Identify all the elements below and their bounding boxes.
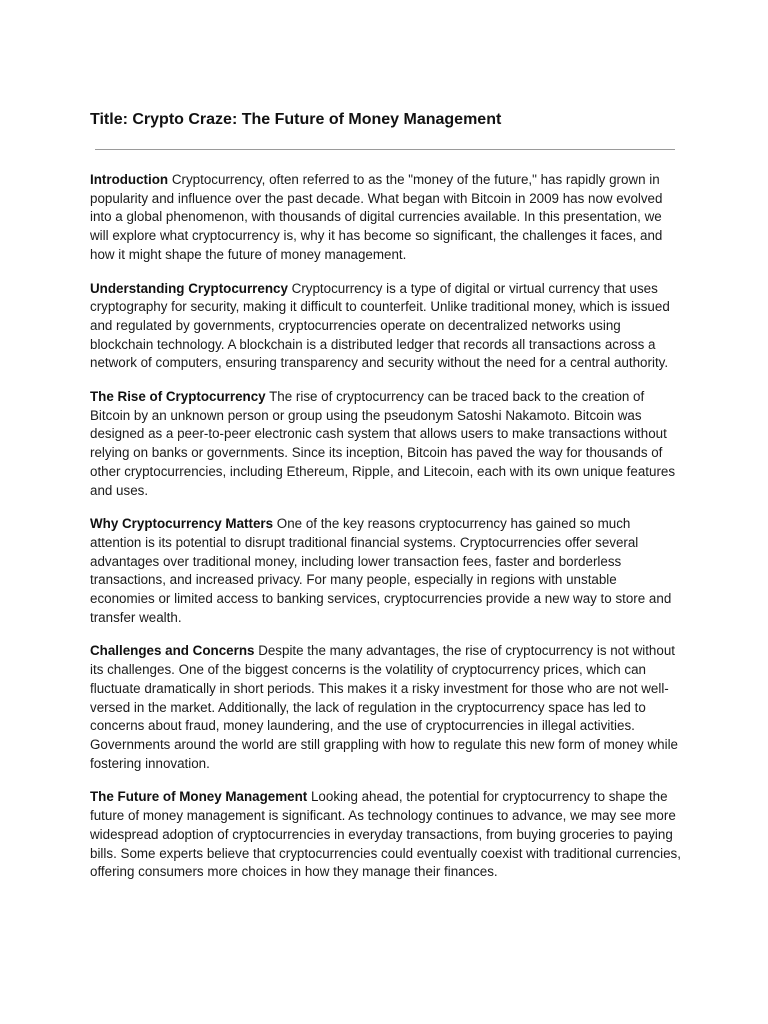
section-heading: Why Cryptocurrency Matters <box>90 516 274 532</box>
section-text: The rise of cryptocurrency can be traced back to the creation of Bitcoin by an unknown person or group using the pseudonym Satoshi Nakamoto. Bitcoin was designed as a peer-to-peer electronic cash system that allows users to make transactions without relying on banks or governments. Since its inception, Bitcoin has paved the way for thousands of other cryptocurrencies, including Ethereum, Ripple, and Litecoin, each with its own unique features and uses. <box>90 389 676 498</box>
section-text: Cryptocurrency, often referred to as the "money of the future," has rapidly grown in popularity and influence over the past decade. What began with Bitcoin in 2009 has now evolved into a global phenomenon, with thousands of digital currencies available. In this presentation, we will explore what cryptocurrency is, why it has become so significant, the challenges it faces, and how it might shape the future of money management. <box>90 172 663 262</box>
document-page <box>90 108 682 880</box>
section-text: Looking ahead, the potential for cryptocurrency to shape the future of money management is significant. As technology continues to advance, we may see more widespread adoption of cryptocurrencies in everyday transactions, from buying groceries to paying bills. Some experts believe that cryptocurrencies could eventually coexist with traditional currencies, offering consumers more choices in how they manage their finances. <box>90 789 681 880</box>
section-rise-of-cryptocurrency <box>90 388 682 500</box>
document-body <box>90 171 682 897</box>
section-heading: The Future of Money Management <box>90 789 308 805</box>
section-text: Cryptocurrency is a type of digital or virtual currency that uses cryptography for security, making it difficult to counterfeit. Unlike traditional money, which is issued and regulated by governments, cryptocurrencies operate on decentralized networks using blockchain technology. A blockchain is a distributed ledger that records all transactions across a network of computers, ensuring transparency and security without the need for a central authority. <box>90 280 670 371</box>
section-text: Despite the many advantages, the rise of cryptocurrency is not without its challenges. One of the biggest concerns is the volatility of cryptocurrency prices, which can fluctuate dramatically in short periods. This makes it a risky investment for those who are not well-versed in the market. Additionally, the lack of regulation in the cryptocurrency space has led to concerns about fraud, money laundering, and the use of cryptocurrencies in illegal activities. Governments around the world are still grappling with how to regulate this new form of money while fostering innovation. <box>90 643 678 771</box>
section-heading: Challenges and Concerns <box>90 643 255 659</box>
document-title: Title: Crypto Craze: The Future of Money Management <box>90 111 502 128</box>
section-introduction <box>90 171 682 265</box>
section-future-of-money-management <box>90 788 682 882</box>
section-heading: The Rise of Cryptocurrency <box>90 389 266 405</box>
section-text: One of the key reasons cryptocurrency has gained so much attention is its potential to disrupt traditional financial systems. Cryptocurrencies offer several advantages over traditional money, including lower transaction fees, faster and borderless transactions, and increased privacy. For many people, especially in regions with unstable economies or limited access to banking services, cryptocurrencies provide a new way to store and transfer wealth. <box>90 516 672 625</box>
section-heading: Introduction <box>90 172 169 187</box>
title-divider <box>95 149 675 150</box>
section-challenges-and-concerns <box>90 642 682 773</box>
section-why-cryptocurrency-matters <box>90 515 682 627</box>
section-understanding-cryptocurrency <box>90 280 682 374</box>
section-heading: Understanding Cryptocurrency <box>90 280 288 296</box>
